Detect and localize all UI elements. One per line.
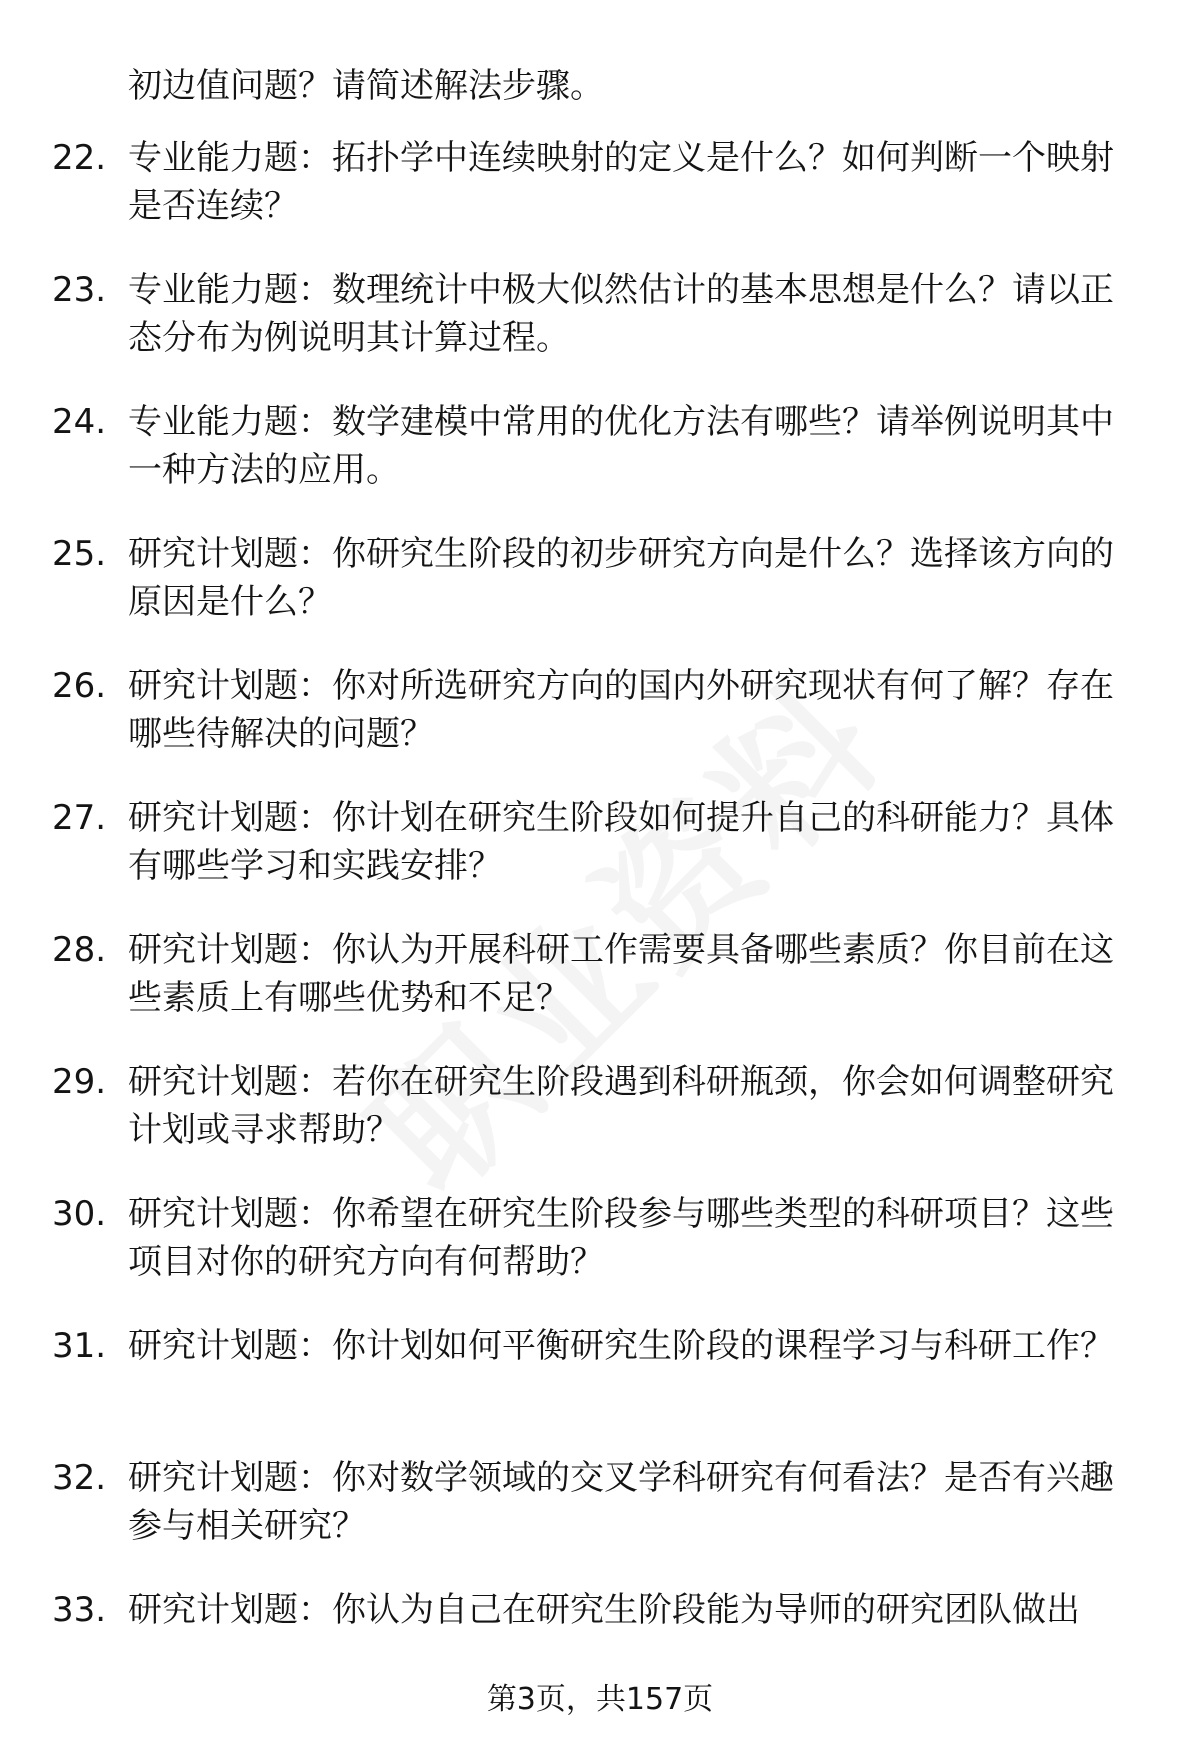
item-number: 30. [52, 1194, 107, 1234]
item-text: 研究计划题：你认为自己在研究生阶段能为导师的研究团队做出 [128, 1590, 1080, 1630]
item-number: 33. [52, 1590, 107, 1630]
item-text: 研究计划题：你计划如何平衡研究生阶段的课程学习与科研工作？ [128, 1326, 1114, 1366]
item-number: 23. [52, 270, 107, 310]
item-text: 研究计划题：你认为开展科研工作需要具备哪些素质？你目前在这些素质上有哪些优势和不足？ [128, 930, 1114, 1018]
item-number: 24. [52, 402, 107, 442]
item-text: 研究计划题：你对数学领域的交叉学科研究有何看法？是否有兴趣参与相关研究？ [128, 1458, 1114, 1546]
item-text: 研究计划题：你计划在研究生阶段如何提升自己的科研能力？具体有哪些学习和实践安排？ [128, 798, 1114, 886]
item-text: 研究计划题：你研究生阶段的初步研究方向是什么？选择该方向的原因是什么？ [128, 534, 1114, 622]
item-number: 25. [52, 534, 107, 574]
item-number: 27. [52, 798, 107, 838]
item-text: 研究计划题：你希望在研究生阶段参与哪些类型的科研项目？这些项目对你的研究方向有何帮助？ [128, 1194, 1114, 1282]
item-number: 26. [52, 666, 107, 706]
item-number: 22. [52, 138, 107, 178]
item-text: 专业能力题：数理统计中极大似然估计的基本思想是什么？请以正态分布为例说明其计算过程。 [128, 270, 1114, 358]
item-text: 专业能力题：拓扑学中连续映射的定义是什么？如何判断一个映射是否连续？ [128, 138, 1114, 226]
item-number: 28. [52, 930, 107, 970]
item-number: 32. [52, 1458, 107, 1498]
item-number: 29. [52, 1062, 107, 1102]
item-number: 31. [52, 1326, 107, 1366]
item-text: 研究计划题：你对所选研究方向的国内外研究现状有何了解？存在哪些待解决的问题？ [128, 666, 1114, 754]
item-text: 专业能力题：数学建模中常用的优化方法有哪些？请举例说明其中一种方法的应用。 [128, 402, 1114, 490]
item-text: 研究计划题：若你在研究生阶段遇到科研瓶颈，你会如何调整研究计划或寻求帮助？ [128, 1062, 1114, 1150]
continued-text: 初边值问题？请简述解法步骤。 [128, 66, 604, 106]
page-footer: 第3页，共157页 [486, 1682, 714, 1717]
